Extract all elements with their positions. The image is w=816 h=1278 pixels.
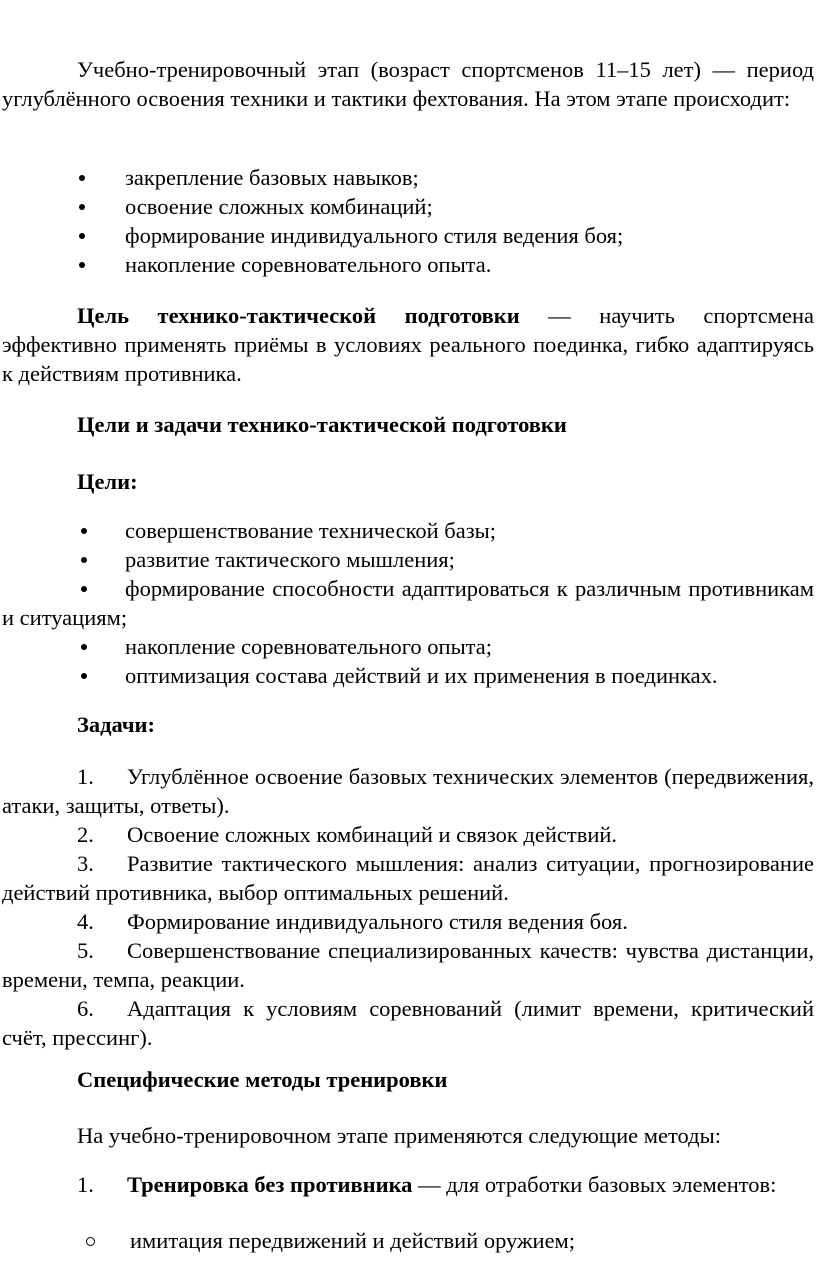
task-text: Формирование индивидуального стиля ведения боя.: [127, 909, 628, 934]
list-item: освоение сложных комбинаций;: [0, 192, 814, 221]
task-text: Адаптация к условиям соревнований (лимит времени, критический счёт, прессинг).: [2, 996, 814, 1050]
task-number: 4.: [77, 909, 94, 934]
list-item: накопление соревновательного опыта;: [2, 632, 814, 661]
list-item: формирование индивидуального стиля ведения боя;: [0, 221, 814, 250]
list-item: совершенствование технической базы;: [2, 516, 814, 545]
task-text: Углублённое освоение базовых технических элементов (передвижения, атаки, защиты, ответы).: [2, 764, 814, 818]
intro-list: [0, 163, 814, 279]
task-item: [2, 907, 814, 936]
goal-paragraph: [2, 301, 814, 388]
task-number: 3.: [77, 851, 94, 876]
tasks-list: [2, 762, 814, 1052]
task-text: Освоение сложных комбинаций и связок действий.: [127, 822, 618, 847]
goals-heading: Цели:: [77, 469, 138, 494]
methods-intro: На учебно-тренировочном этапе применяются следующие методы:: [77, 1123, 721, 1148]
goal-text: — научить спортсмена эффективно применять приёмы в условиях реального поединка, гибко адаптируясь к действиям противника.: [2, 303, 814, 386]
task-number: 6.: [77, 996, 94, 1021]
list-item: закрепление базовых навыков;: [0, 163, 814, 192]
list-item: развитие тактического мышления;: [2, 545, 814, 574]
method-text: — для отработки базовых элементов:: [412, 1172, 777, 1197]
tasks-heading: Задачи:: [77, 712, 156, 737]
methods-heading: Специфические методы тренировки: [77, 1067, 448, 1092]
method-bold: Тренировка без противника: [127, 1172, 413, 1197]
intro-paragraph: Учебно-тренировочный этап (возраст спортсменов 11–15 лет) — период углублённого освоения техники и тактики фехтования. На этом этапе происходит:: [2, 57, 814, 111]
task-item: [2, 820, 814, 849]
goal-bold: Цель технико-тактической подготовки: [77, 303, 520, 328]
goals-list: [2, 516, 814, 690]
list-item: накопление соревновательного опыта.: [0, 250, 814, 279]
task-item: [2, 762, 814, 820]
task-text: Развитие тактического мышления: анализ ситуации, прогнозирование действий противника, выбор оптимальных решений.: [2, 851, 814, 905]
task-number: 2.: [77, 822, 94, 847]
task-number: 1.: [77, 764, 94, 789]
task-item: [2, 994, 814, 1052]
method1-sublist: [0, 1226, 814, 1255]
task-item: [2, 849, 814, 907]
task-item: [2, 936, 814, 994]
method-item: [2, 1170, 814, 1199]
sub-list-item: имитация передвижений и действий оружием;: [0, 1226, 814, 1255]
list-item: формирование способности адаптироваться к различным противникам и ситуациям;: [2, 576, 814, 630]
list-item: оптимизация состава действий и их применения в поединках.: [2, 661, 814, 690]
task-number: 5.: [77, 938, 94, 963]
task-text: Совершенствование специализированных качеств: чувства дистанции, времени, темпа, реакции.: [2, 938, 814, 992]
method-number: 1.: [77, 1172, 94, 1197]
section-heading: Цели и задачи технико-тактической подготовки: [77, 412, 567, 437]
